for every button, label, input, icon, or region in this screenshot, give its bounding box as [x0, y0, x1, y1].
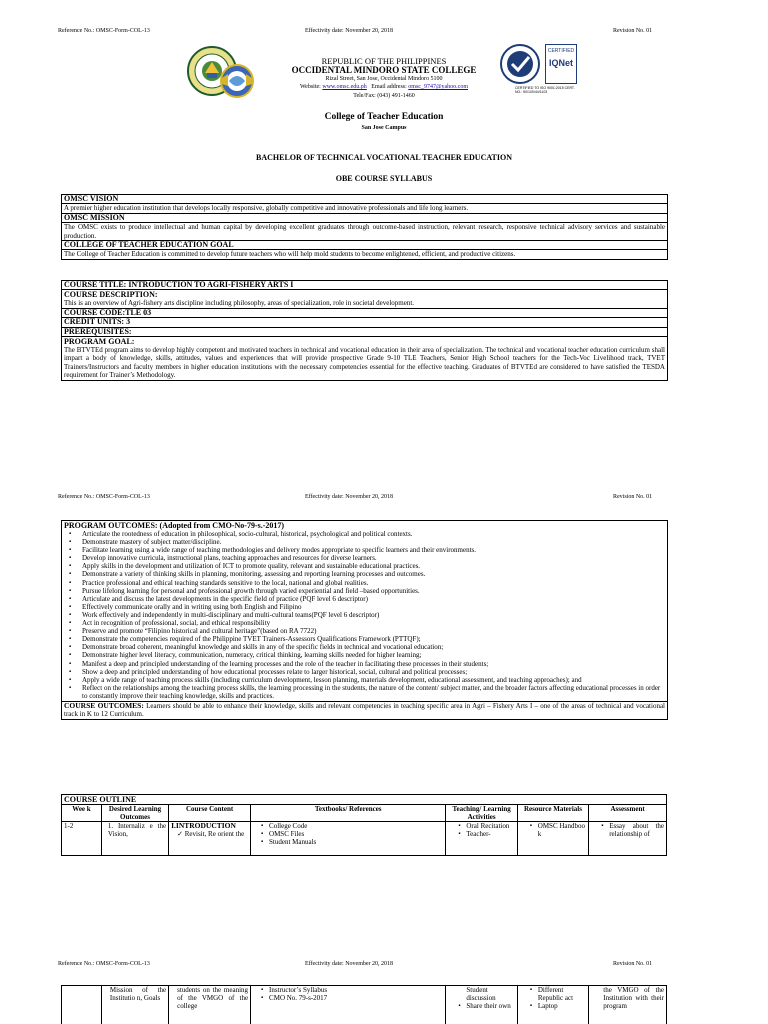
reference-no: Reference No.: OMSC-Form-COL-13 [58, 494, 150, 500]
program-outcome-item: ▪ Apply a wide range of teaching process skills (including curriculum development, lesson planning, materials development, educational assessment, and teaching approaches); and [80, 676, 665, 684]
program-outcomes-heading: PROGRAM OUTCOMES: (Adopted from CMO-No-79-s.-2017) [64, 521, 285, 530]
week-cell: 1-2 [62, 822, 102, 856]
course-outline-table [61, 794, 667, 856]
syllabus-title: OBE COURSE SYLLABUS [335, 174, 433, 183]
iqnet-label: IQNet [548, 58, 573, 68]
effectivity-date: Effectivity date: November 20, 2018 [305, 961, 394, 967]
resources-list [520, 986, 586, 1010]
list-item: ▪ OMSC Handboo k [538, 822, 586, 838]
program-outcome-item: ▪ Articulate and discuss the latest developments in the specific field of practice (PQF level 6 descriptor) [80, 595, 665, 603]
course-description-heading: COURSE DESCRIPTION: [64, 290, 158, 300]
list-item: ▪ Essay about the relationship of [609, 822, 664, 838]
table-row [62, 986, 667, 1024]
cte-goal-text: The College of Teacher Education is committed to develop future teachers who will help mold students to become enlightened, efficient, and productive citizens. [64, 250, 516, 259]
program-goal-heading: PROGRAM GOAL: [64, 337, 135, 347]
dlo-cell: Mission of the Institutio n, Goals [101, 986, 168, 1024]
email-link[interactable]: omsc_9747@yahoo.com [408, 84, 468, 90]
program-outcome-item: ▪ Manifest a deep and principled understanding of the learning processes and the role of the teacher in facilitating these processes in their students; [80, 660, 665, 668]
list-item: ▪ Laptop [538, 1002, 586, 1010]
vmgo-box [61, 194, 668, 260]
program-outcome-item: ▪ Demonstrate a variety of thinking skills in planning, monitoring, assessing and reporting learning processes and outcomes. [80, 570, 665, 578]
program-outcome-item: ▪ Preserve and promote “Filipino historical and cultural heritage”(based on RA 7722) [80, 627, 665, 635]
program-outcome-item: ▪ Develop innovative curricula, instructional plans, teaching approaches and resources for diverse learners. [80, 554, 665, 562]
list-item: ▪ Share their own [466, 1002, 514, 1010]
program-outcome-item: ▪ Demonstrate mastery of subject matter/discipline. [80, 538, 665, 546]
course-description-text: This is an overview of Agri-fishery arts discipline including philosophy, areas of specialization, role in societal development. [64, 299, 415, 308]
certification-note: CERTIFIED TO ISO 9001:2015 CERT. NO.: 50/100/44/1103 [515, 86, 575, 94]
assessment-list [591, 822, 664, 838]
activities-cell [446, 986, 517, 1024]
list-item: ▪ OMSC Files [269, 830, 443, 838]
revision-no: Revision No. 01 [613, 494, 653, 500]
list-item: ▪ Different Republic act [538, 986, 586, 1002]
page-3 [0, 950, 768, 1024]
course-title: COURSE TITLE: INTRODUCTION TO AGRI-FISHERY ARTS I [62, 281, 667, 290]
credit-units: CREDIT UNITS: 3 [62, 318, 667, 327]
resources-cell [517, 986, 588, 1024]
program-outcome-item: ▪ Effectively communicate orally and in writing using both English and Filipino [80, 603, 665, 611]
effectivity-date: Effectivity date: November 20, 2018 [305, 28, 394, 34]
program-outcome-item: ▪ Demonstrate higher level literacy, communication, numeracy, critical thinking, learning skills needed for higher learning; [80, 651, 665, 659]
program-goal-text: The BTVTEd program aims to develop highly competent and motivated teachers in technical and vocational education in their area of specialization. The technical and vocational teacher education curriculum shall impart a body of knowledge, skills, attitudes, values and experiences that will provide prospective Grade 9-10 TLE Teachers, Senior High School teachers for the Tech-Voc Livelihood track, TVET Trainers/Instructors and faculty members in higher education institutions with the necessary competencies essential for the effective teaching. Graduates of BTVTEd are considered to have satisfied the TESDA requirement for Trainer’s Methodology. [64, 346, 665, 380]
contact-line [0, 84, 768, 90]
program-outcome-item: ▪ Act in recognition of professional, social, and ethical responsibility [80, 619, 665, 627]
program-outcome-item: ▪ Pursue lifelong learning for personal and professional growth through varied experiential and field –based opportunities. [80, 587, 665, 595]
content-cell: students on the meaning of the VMGO of the college [169, 986, 251, 1024]
reference-no: Reference No.: OMSC-Form-COL-13 [58, 28, 150, 34]
assessment-cell [589, 822, 667, 856]
list-item: ▪ Teacher- [466, 830, 514, 838]
course-outline-heading: COURSE OUTLINE [62, 795, 667, 805]
resources-list [520, 822, 586, 838]
activities-list [448, 1002, 514, 1010]
program-outcome-item: ▪ Facilitate learning using a wide range of teaching methodologies and delivery modes appropriate to specific learners and their environments. [80, 546, 665, 554]
assessment-cell: the VMGO of the Institution with their program [589, 986, 667, 1024]
week-cell [62, 986, 102, 1024]
iqnet-certified-label: CERTIFIED [547, 48, 575, 54]
activities-text: Student discussion [466, 986, 496, 1002]
content-text: ✓ Revisit, Re orient the [177, 830, 245, 838]
college-address: Rizal Street, San Jose, Occidental Mindoro 5100 [325, 76, 443, 82]
course-info-box [61, 280, 668, 381]
website-link[interactable]: www.omsc.edu.ph [322, 84, 367, 90]
course-outcomes-cell [62, 702, 667, 719]
revision-no: Revision No. 01 [613, 28, 653, 34]
campus-name: San Jose Campus [361, 125, 407, 131]
col-textbooks-references: Textbooks/ References [251, 805, 446, 822]
col-course-content: Course Content [169, 805, 251, 822]
program-outcome-item: ▪ Show a deep and principled understanding of how educational processes relate to larger historical, social, cultural and political processes; [80, 668, 665, 676]
table-row [62, 822, 667, 856]
outcomes-box [61, 520, 668, 720]
references-cell [251, 822, 446, 856]
content-heading: I.INTRODUCTION [171, 821, 236, 830]
list-item: ▪ Student Manuals [269, 838, 443, 846]
col-desired-learning-outcomes: Desired Learning Outcomes [101, 805, 168, 822]
vision-text: A premier higher education institution that develops locally responsive, globally competitive and innovative professionals and life long learners. [62, 204, 667, 213]
program-outcome-item: ▪ Demonstrate the competencies required of the Philippine TVET Trainers-Assessors Qualifications Framework (PTTQF); [80, 635, 665, 643]
list-item: ▪ Oral Recitation [466, 822, 514, 830]
course-outcomes-text: Learners should be able to enhance their knowledge, skills and relevant competencies in teaching specific area in Agri – Fishery Arts I – one of the areas of technical and vocational track in K to 12 Curriculum. [64, 701, 665, 719]
dlo-cell: 1. Internaliz e the Vision, [101, 822, 168, 856]
course-outcomes-label: COURSE OUTCOMES: [64, 700, 144, 710]
website-label: Website: [300, 84, 321, 90]
outline-header-row [62, 805, 667, 822]
college-name: OCCIDENTAL MINDORO STATE COLLEGE [291, 65, 477, 75]
page-2 [0, 470, 768, 950]
activities-list [448, 822, 514, 838]
references-cell [251, 986, 446, 1024]
prerequisites: PREREQUISITES: [62, 328, 667, 337]
list-item: ▪ CMO No. 79-s-2017 [269, 994, 443, 1002]
references-list [253, 822, 443, 846]
revision-no: Revision No. 01 [613, 961, 653, 967]
program-outcomes-list [64, 530, 665, 700]
program-outcome-item: ▪ Practice professional and ethical teaching standards sensitive to the local, national and global realities. [80, 579, 665, 587]
col-teaching-learning-activities: Teaching/ Learning Activities [446, 805, 517, 822]
course-outline-table-continued [61, 985, 667, 1024]
program-outcome-item: ▪ Work effectively and independently in multi-disciplinary and multi-cultural teams(PQF level 6 descriptor) [80, 611, 665, 619]
program-outcome-item: ▪ Reflect on the relationships among the teaching process skills, the learning processing in the students, the nature of the content/ subject matter, and the broader factors affecting educational processes in order to constantly improve their teaching knowledge, skills and practices. [80, 684, 665, 700]
cte-goal-heading: COLLEGE OF TEACHER EDUCATION GOAL [62, 241, 667, 250]
col-week: Wee k [62, 805, 102, 822]
mission-text: The OMSC exists to produce intellectual and human capital by developing excellent graduates through outcome-based instruction, relevant research, responsive technical advisory services and sustainable production. [64, 223, 665, 240]
effectivity-date: Effectivity date: November 20, 2018 [305, 494, 394, 500]
course-description-cell [62, 290, 667, 308]
program-title: BACHELOR OF TECHNICAL VOCATIONAL TEACHER EDUCATION [256, 153, 512, 162]
program-goal-cell [62, 337, 667, 380]
program-outcome-item: ▪ Apply skills in the development and utilization of ICT to promote quality, relevant and sustainable educational practices. [80, 562, 665, 570]
telefax: Tele/Fax: (043) 491-1460 [353, 93, 415, 99]
program-outcome-item: ▪ Demonstrate broad coherent, meaningful knowledge and skills in any of the specific fields in technical and vocational education; [80, 643, 665, 651]
reference-no: Reference No.: OMSC-Form-COL-13 [58, 961, 150, 967]
department-name: College of Teacher Education [324, 112, 444, 122]
content-cell [169, 822, 251, 856]
course-code: COURSE CODE:TLE 03 [62, 309, 667, 318]
resources-cell [517, 822, 588, 856]
page-1 [0, 0, 768, 470]
vision-heading: OMSC VISION [62, 195, 667, 204]
republic-label: REPUBLIC OF THE PHILIPPINES [321, 56, 447, 66]
list-item: ▪ Instructor’s Syllabus [269, 986, 443, 994]
program-outcome-item: ▪ Articulate the rootedness of education in philosophical, socio-cultural, historical, psychological and political contexts. [80, 530, 665, 538]
email-label: Email address: [371, 84, 407, 90]
col-assessment: Assessment [589, 805, 667, 822]
list-item: ▪ College Code [269, 822, 443, 830]
references-list [253, 986, 443, 1002]
activities-cell [446, 822, 517, 856]
outline-heading-row [62, 795, 667, 805]
col-resource-materials: Resource Materials [517, 805, 588, 822]
program-outcomes-cell [62, 521, 667, 702]
mission-heading: OMSC MISSION [62, 214, 667, 223]
